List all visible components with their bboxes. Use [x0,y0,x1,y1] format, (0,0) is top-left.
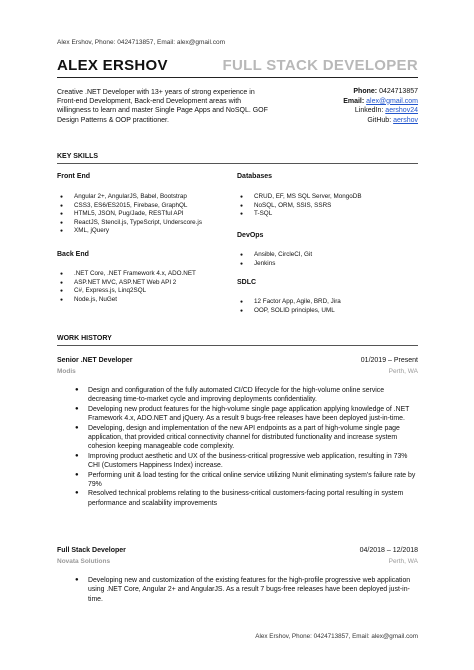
skill-item: ● NoSQL, ORM, SSIS, SSRS [238,202,418,211]
job-duty-list [76,576,416,604]
footer-contact-line: Alex Ershov, Phone: 0424713857, Email: alex@gmail.com [255,633,418,640]
duty-item: ● Improving product aesthetic and UX of the business-critical progressive web application, resulting in 73% CHI (Customers Happiness Index) increase. [76,452,416,471]
contact-block [343,87,418,125]
key-skills-divider [57,163,418,164]
skill-item: ● Ansible, CircleCI, Git [238,251,418,260]
skill-item: ● C#, Express.js, Linq2SQL [58,287,238,296]
skill-item: ● ASP.NET MVC, ASP.NET Web API 2 [58,279,238,288]
backend-skill-list [58,270,238,304]
skill-item: ● .NET Core, .NET Framework 4.x, ADO.NET [58,270,238,279]
skill-item: ● OOP, SOLID principles, UML [238,307,418,316]
github-label: GitHub: [367,116,392,124]
job-duty-list [76,386,416,508]
github-link[interactable]: aershov [393,116,418,124]
candidate-name: ALEX ERSHOV [57,57,168,74]
phone-value: 0424713857 [379,88,418,95]
databases-skill-list [238,193,418,219]
duty-item: ● Design and configuration of the fully automated CI/CD lifecycle for the high-volume online service decreasing time-to-market cycle and improving deployments confidentiality. [76,386,416,405]
job-location: Perth, WA [388,368,418,375]
skill-item: ● CSS3, ES6/ES2015, Firebase, GraphQL [58,202,238,211]
duty-item: ● Developing new and customization of the existing features for the high-profile progressive web application using .NET Core, Angular 2+ and AngularJS. As a result 7 bugs-free releases have been deployed just-in-time. [76,576,416,604]
frontend-title: Front End [57,173,91,180]
job-dates: 01/2019 – Present [360,357,418,364]
skill-item: ● CRUD, EF, MS SQL Server, MongoDB [238,193,418,202]
skill-item: ● Angular 2+, AngularJS, Babel, Bootstrap [58,193,238,202]
sdlc-title: SDLC [237,279,257,286]
databases-title: Databases [237,173,273,180]
skill-item: ● XML, jQuery [58,227,238,236]
phone-label: Phone: [353,88,378,95]
linkedin-label: LinkedIn: [354,107,384,114]
linkedin-link[interactable]: aershov24 [385,107,418,114]
duty-item: ● Resolved technical problems relating to the business-critical customers-facing portal resulting in system performance and scalability improvements [76,489,416,508]
job-location: Perth, WA [388,558,418,565]
header-divider [57,77,418,78]
duty-item: ● Developing new product features for the high-volume single page application applying knowledge of .NET Framework 4.x, ADO.NET and jQuery. As a result 9 bugs-free releases have been deployed just-in-time. [76,405,416,424]
summary-text: Creative .NET Developer with 13+ years of strong experience in Front-end Development, Back-end Development areas with willingness to learn and master Single Page Apps and NoSQL. GOF Design Patterns & OOP practitioner. [57,89,268,124]
frontend-skill-list [58,193,238,236]
duty-item: ● Performing unit & load testing for the critical online service utilizing Nunit eliminating system’s failure rate by 79% [76,471,416,490]
duty-item: ● Developing, design and implementation of the new API endpoints as a part of high-volume single page application, that provided critical connectivity channel for distributed functionality and increase system cohesion keeping manageable code complexity. [76,424,416,452]
devops-skill-list [238,251,418,268]
job-company: Modis [57,368,76,375]
job-role-title: FULL STACK DEVELOPER [222,57,418,74]
work-history-divider [57,345,418,346]
skill-item: ● ReactJS, Stencil.js, TypeScript, Underscore.js [58,219,238,228]
work-history-heading: WORK HISTORY [57,335,112,342]
skill-item: ● Jenkins [238,260,418,269]
job-dates: 04/2018 – 12/2018 [359,547,418,554]
email-label: Email: [343,97,365,105]
key-skills-heading: KEY SKILLS [57,153,99,160]
skill-item: ● T-SQL [238,210,418,219]
header-contact-line: Alex Ershov, Phone: 0424713857, Email: alex@gmail.com [57,39,225,46]
job-title: Full Stack Developer [57,547,126,554]
devops-title: DevOps [237,232,264,239]
skill-item: ● HTML5, JSON, Pug/Jade, RESTful API [58,210,238,219]
sdlc-skill-list [238,298,418,315]
skill-item: ● Node.js, NuGet [58,296,238,305]
email-link[interactable]: alex@gmail.com [366,97,418,105]
skill-item: ● 12 Factor App, Agile, BRD, Jira [238,298,418,307]
job-company: Novata Solutions [57,558,111,565]
backend-title: Back End [57,251,89,258]
job-title: Senior .NET Developer [57,357,133,364]
